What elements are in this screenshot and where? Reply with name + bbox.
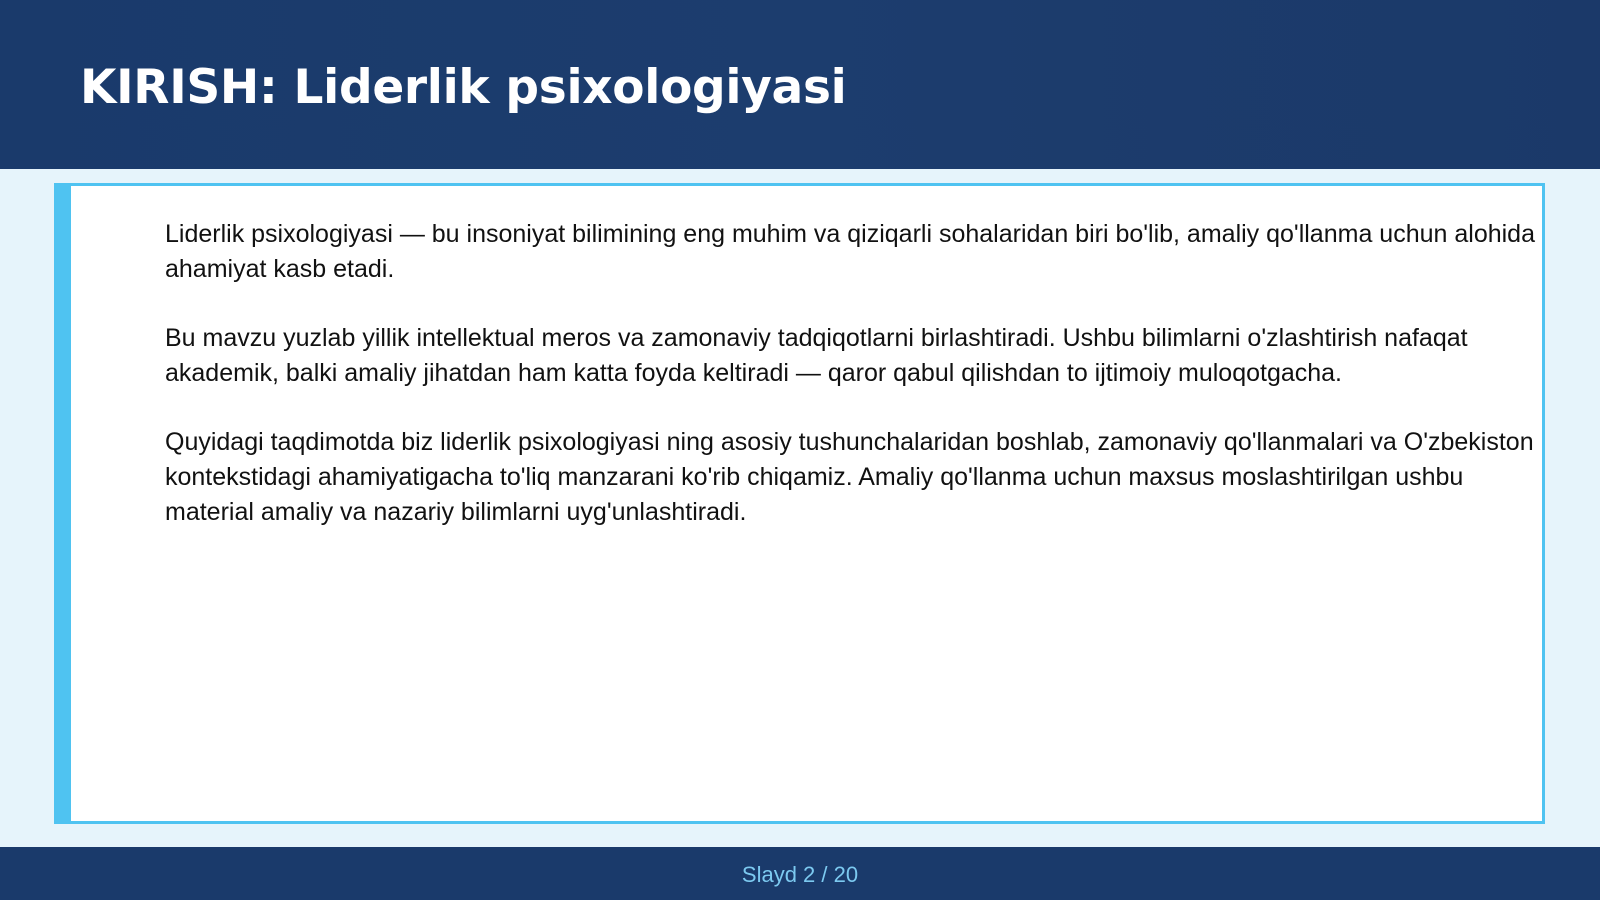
slide-footer: [0, 847, 1600, 900]
content-text: [165, 217, 1545, 564]
paragraph-introduction: Liderlik psixologiyasi — bu insoniyat bilimining eng muhim va qiziqarli sohalaridan biri bo'lib, amaliy qo'llanma uchun alohida ahamiyat kasb etadi.: [165, 220, 1535, 283]
slide-title: KIRISH: Liderlik psixologiyasi: [80, 60, 847, 115]
paragraph-overview: Quyidagi taqdimotda biz liderlik psixologiyasi ning asosiy tushunchalaridan boshlab, zamonaviy qo'llanmalari va O'zbekiston kontekstidagi ahamiyatigacha to'liq manzarani ko'rib chiqamiz. Amaliy qo'llanma uchun maxsus moslashtirilgan ushbu material amaliy va nazariy bilimlarni uyg'unlashtiradi.: [165, 428, 1534, 526]
slide-header: [0, 0, 1600, 169]
content-card: [54, 183, 1545, 824]
slide-counter: Slayd 2 / 20: [741, 862, 859, 887]
paragraph-heritage: Bu mavzu yuzlab yillik intellektual meros va zamonaviy tadqiqotlarni birlashtiradi. Ushbu bilimlarni o'zlashtirish nafaqat akademik, balki amaliy jihatdan ham katta foyda keltiradi — qaror qabul qilishdan to ijtimoiy muloqotgacha.: [165, 324, 1468, 387]
